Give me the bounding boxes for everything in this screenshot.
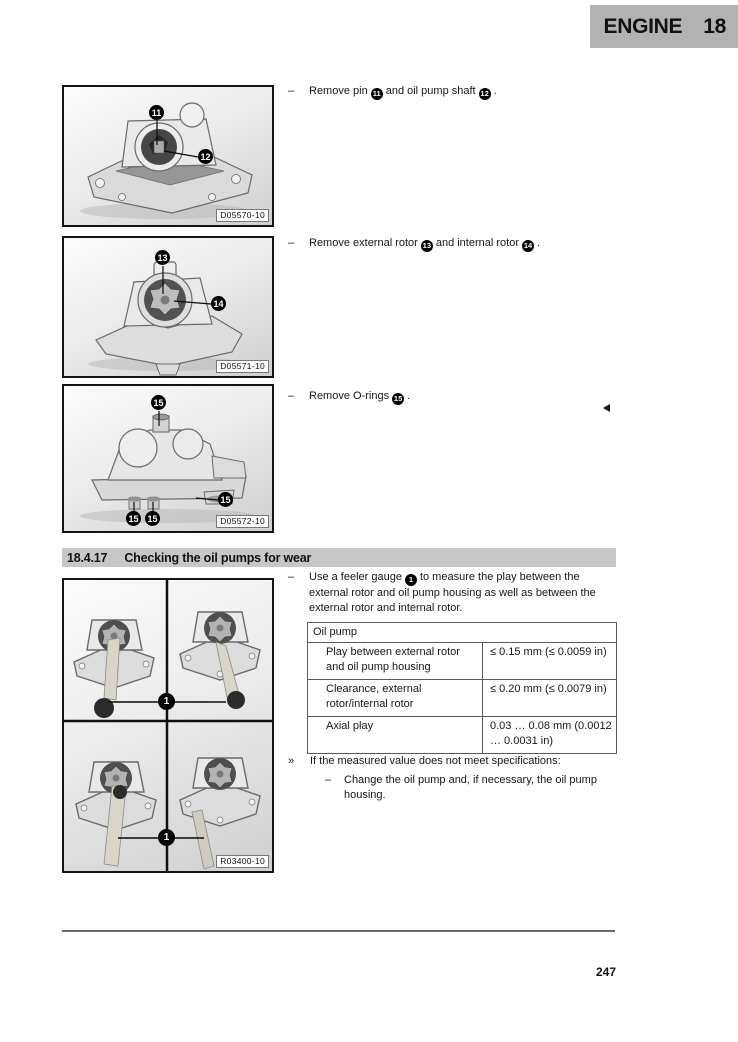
table-title-row — [308, 623, 617, 643]
section-number: 18.4.17 — [67, 550, 108, 565]
condition-block — [288, 754, 620, 803]
instruction-remove-orings — [288, 389, 618, 405]
footer-divider — [62, 930, 615, 932]
figure-remove-orings — [62, 384, 274, 533]
instruction-text: Use a feeler gauge 1 to measure the play between the external rotor and oil pump housing as well as between the external rotor and internal rotor. — [309, 571, 596, 614]
figure-caption: D05571-10 — [216, 360, 269, 373]
callout-badge-13: 13 — [155, 250, 170, 265]
inline-callout-badge-11: 11 — [371, 88, 383, 100]
instruction-text: Remove external rotor 13 and internal rotor 14 . — [309, 237, 541, 250]
dash-marker: – — [288, 390, 295, 402]
instruction-feeler-gauge — [288, 570, 618, 616]
figure-caption: D05570-10 — [216, 209, 269, 222]
inline-callout-badge-1: 1 — [405, 574, 417, 586]
figure-caption: D05572-10 — [216, 515, 269, 528]
inline-callout-badge-14: 14 — [523, 241, 533, 250]
guillemet-marker: » — [288, 755, 295, 767]
condition-action-text: Change the oil pump and, if necessary, the oil pump housing. — [344, 774, 597, 801]
inline-callout-badge-13: 13 — [422, 241, 431, 250]
callout-badge-1-top: 1 — [158, 693, 175, 710]
oil-pump-spec-table — [307, 622, 617, 754]
condition-text: If the measured value does not meet specifications: — [310, 755, 561, 767]
header-chapter-number: 18 — [703, 14, 726, 38]
figure-feeler-gauge-grid — [62, 578, 274, 873]
table-row — [308, 717, 617, 754]
figure-remove-pin-shaft — [62, 85, 274, 227]
page-number: 247 — [595, 965, 616, 979]
dash-marker: – — [288, 237, 295, 249]
instruction-remove-rotors — [288, 236, 618, 252]
page-header — [590, 5, 738, 48]
oil-pump-photo-illustration — [64, 386, 272, 531]
instruction-remove-pin — [288, 84, 618, 100]
condition-action-line — [325, 773, 597, 803]
section-heading — [62, 548, 616, 567]
instruction-text: Remove pin 11 and oil pump shaft 12 . — [309, 85, 497, 98]
spec-table-title: Oil pump — [308, 623, 617, 643]
callout-badge-12: 12 — [198, 149, 213, 164]
continuation-arrow-icon — [603, 404, 610, 412]
spec-row-value: 0.03 … 0.08 mm (0.0012 … 0.0031 in) — [483, 717, 617, 754]
callout-badge-15-top: 15 — [151, 395, 166, 410]
callout-badge-14: 14 — [211, 296, 226, 311]
header-title: ENGINE — [603, 14, 683, 38]
table-row — [308, 643, 617, 680]
oil-pump-photo-illustration — [64, 580, 272, 871]
dash-marker: – — [288, 85, 295, 97]
instruction-text: Remove O-rings 15 . — [309, 390, 411, 403]
callout-badge-15-bottom-left: 15 — [126, 511, 141, 526]
figure-caption: R03400-10 — [216, 855, 269, 868]
callout-badge-11: 11 — [149, 105, 164, 120]
spec-row-label: Clearance, external rotor/internal rotor — [308, 680, 483, 717]
spec-row-value: ≤ 0.15 mm (≤ 0.0059 in) — [483, 643, 617, 680]
inline-callout-badge-12: 12 — [480, 89, 489, 98]
oil-pump-photo-illustration — [64, 87, 272, 225]
spec-row-label: Play between external rotor and oil pump housing — [308, 643, 483, 680]
callout-badge-15-right: 15 — [218, 492, 233, 507]
dash-marker: – — [325, 774, 332, 786]
callout-badge-15-bottom-right: 15 — [145, 511, 160, 526]
spec-row-value: ≤ 0.20 mm (≤ 0.0079 in) — [483, 680, 617, 717]
callout-badge-1-bottom: 1 — [158, 829, 175, 846]
figure-remove-rotors — [62, 236, 274, 378]
inline-callout-badge-15: 15 — [393, 394, 403, 403]
dash-marker: – — [288, 571, 295, 583]
condition-line — [288, 754, 620, 769]
table-row — [308, 680, 617, 717]
spec-row-label: Axial play — [308, 717, 483, 754]
section-title: Checking the oil pumps for wear — [124, 550, 312, 565]
